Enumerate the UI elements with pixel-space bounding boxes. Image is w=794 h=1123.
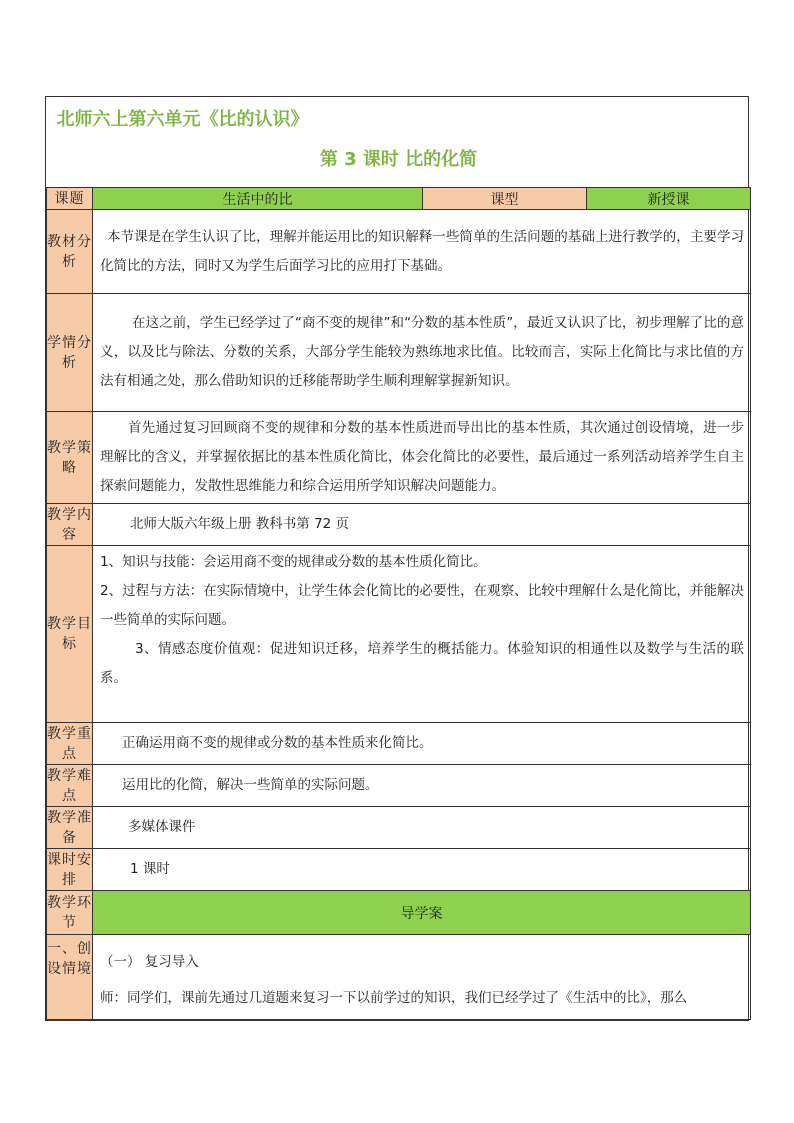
key-point-text: 正确运用商不变的规律或分数的基本性质来化简比。: [122, 735, 433, 751]
difficulty-row: [47, 765, 751, 807]
content-row: [47, 504, 751, 546]
scenario-label: 一、创设情境: [47, 935, 93, 1020]
stages-label: 教学环节: [47, 891, 93, 935]
key-point-row: [47, 723, 751, 765]
materials-analysis-row: [47, 210, 751, 294]
goal-process: 2、过程与方法：在实际情境中，让学生体会化简比的必要性，在观察、比较中理解什么是化简比，并能解决一些简单的实际问题。: [100, 583, 744, 628]
student-analysis-text: 在这之前，学生已经学过了“商不变的规律”和“分数的基本性质”，最近又认识了比，初步理解了比的意义，以及比与除法、分数的关系，大部分学生能较为熟练地求比值。比较而言，实际上化简比与求比值的方法有相通之处，那么借助知识的迁移能帮助学生顺利理解掌握新知识。: [100, 315, 744, 389]
preparation-text: 多媒体课件: [128, 819, 196, 835]
lesson-title: 第 3 课时 比的化简: [319, 149, 478, 170]
student-analysis-row: [47, 294, 751, 412]
goals-label: 教学目标: [47, 546, 93, 723]
lesson-plan-table: [46, 97, 751, 1020]
key-point-label: 教学重点: [47, 723, 93, 765]
goal-attitude: 3、情感态度价值观：促进知识迁移，培养学生的概括能力。体验知识的相通性以及数学与生活的联系。: [100, 641, 744, 686]
goal-knowledge: 1、知识与技能：会运用商不变的规律或分数的基本性质化简比。: [100, 554, 487, 570]
type-value: 新授课: [587, 188, 751, 210]
difficulty-text: 运用比的化简，解决一些简单的实际问题。: [122, 777, 379, 793]
scenario-row: [47, 935, 751, 1020]
materials-analysis-text: 本节课是在学生认识了比，理解并能运用比的知识解释一些简单的生活问题的基础上进行教学的，主要学习化简比的方法，同时又为学生后面学习比的应用打下基础。: [100, 228, 744, 274]
topic-label: 课题: [47, 188, 93, 210]
schedule-row: [47, 849, 751, 891]
document-title: 北师六上第六单元《比的认识》: [56, 109, 309, 130]
strategy-text: 首先通过复习回顾商不变的规律和分数的基本性质进而导出比的基本性质，其次通过创设情境，进一步理解比的含义，并掌握依据比的基本性质化简比，体会化简比的必要性，最后通过一系列活动培养学生自主探索问题能力，发散性思维能力和综合运用所学知识解决问题能力。: [100, 420, 744, 494]
difficulty-label: 教学难点: [47, 765, 93, 807]
strategy-row: [47, 412, 751, 504]
topic-row: [47, 188, 751, 210]
strategy-label: 教学策略: [47, 412, 93, 504]
lesson-plan-document: [45, 96, 749, 1021]
header-row: [47, 97, 751, 188]
schedule-text: 1 课时: [130, 861, 170, 877]
stages-value: 导学案: [93, 891, 751, 935]
student-analysis-label: 学情分析: [47, 294, 93, 412]
type-label: 课型: [423, 188, 587, 210]
scenario-text: 师：同学们，课前先通过几道题来复习一下以前学过的知识，我们已经学过了《生活中的比》，那么: [100, 990, 688, 1006]
schedule-label: 课时安排: [47, 849, 93, 891]
preparation-label: 教学准备: [47, 807, 93, 849]
goals-row: [47, 546, 751, 723]
topic-value: 生活中的比: [93, 188, 423, 210]
content-label: 教学内容: [47, 504, 93, 546]
content-text: 北师大版六年级上册 教科书第 72 页: [130, 516, 350, 532]
preparation-row: [47, 807, 751, 849]
stages-row: [47, 891, 751, 935]
scenario-subheading: （一） 复习导入: [100, 954, 199, 970]
materials-analysis-label: 教材分析: [47, 210, 93, 294]
